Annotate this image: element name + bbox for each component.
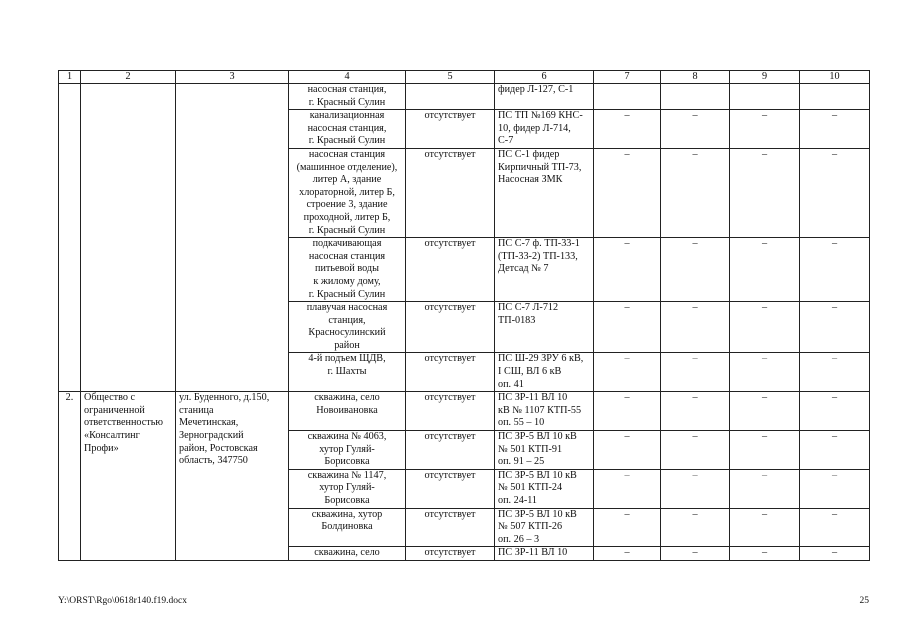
dash-cell: – <box>800 302 870 353</box>
power-source-cell: ПС ЗР-11 ВЛ 10 кВ № 1107 КТП-55 оп. 55 – 10 <box>495 392 594 431</box>
header-cell: 3 <box>176 71 289 84</box>
dash-cell: – <box>730 508 800 547</box>
status-cell: отсутствует <box>406 148 495 237</box>
dash-cell: – <box>800 110 870 149</box>
status-cell: отсутствует <box>406 302 495 353</box>
organisation-name-cell: Общество с ограниченной ответственностью «Консалтинг Профи» <box>81 392 176 561</box>
object-cell: насосная станция (машинное отделение), литер А, здание хлораторной, литер Б, строение 3, здание проходной, литер Б, г. Красный Сулин <box>289 148 406 237</box>
object-cell: канализационная насосная станция, г. Красный Сулин <box>289 110 406 149</box>
dash-cell: – <box>800 148 870 237</box>
table-row <box>59 84 870 110</box>
dash-cell: – <box>594 238 661 302</box>
status-cell <box>406 84 495 110</box>
header-cell: 1 <box>59 71 81 84</box>
dash-cell: – <box>730 547 800 561</box>
object-cell: скважина, село Новоивановка <box>289 392 406 431</box>
row-number-cell <box>59 84 81 392</box>
dash-cell: – <box>800 392 870 431</box>
dash-cell: – <box>800 353 870 392</box>
dash-cell: – <box>730 392 800 431</box>
power-source-cell: ПС ЗР-5 ВЛ 10 кВ № 501 КТП-91 оп. 91 – 25 <box>495 431 594 470</box>
status-cell: отсутствует <box>406 431 495 470</box>
table-row <box>59 392 870 431</box>
dash-cell: – <box>661 508 730 547</box>
dash-cell: – <box>800 431 870 470</box>
power-source-cell: ПС С-1 фидер Кирпичный ТП-73, Насосная ЗМК <box>495 148 594 237</box>
dash-cell: – <box>594 302 661 353</box>
object-cell: скважина, хутор Болдиновка <box>289 508 406 547</box>
dash-cell: – <box>661 110 730 149</box>
power-source-cell: ПС С-7 Л-712 ТП-0183 <box>495 302 594 353</box>
status-cell: отсутствует <box>406 547 495 561</box>
dash-cell: – <box>594 508 661 547</box>
document-table <box>58 70 870 561</box>
dash-cell: – <box>661 392 730 431</box>
object-cell: подкачивающая насосная станция питьевой воды к жилому дому, г. Красный Сулин <box>289 238 406 302</box>
dash-cell: – <box>594 547 661 561</box>
object-cell: насосная станция, г. Красный Сулин <box>289 84 406 110</box>
power-source-cell: фидер Л-127, С-1 <box>495 84 594 110</box>
power-source-cell: ПС С-7 ф. ТП-33-1 (ТП-33-2) ТП-133, Детсад № 7 <box>495 238 594 302</box>
dash-cell: – <box>730 238 800 302</box>
dash-cell: – <box>594 469 661 508</box>
organisation-address-cell: ул. Буденного, д.150, станица Мечетинская, Зерноградский район, Ростовская область, 347750 <box>176 392 289 561</box>
dash-cell <box>730 84 800 110</box>
dash-cell: – <box>800 469 870 508</box>
header-cell: 5 <box>406 71 495 84</box>
dash-cell <box>661 84 730 110</box>
row-number-cell: 2. <box>59 392 81 561</box>
status-cell: отсутствует <box>406 238 495 302</box>
dash-cell: – <box>730 353 800 392</box>
organisation-address-cell <box>176 84 289 392</box>
status-cell: отсутствует <box>406 469 495 508</box>
object-cell: 4-й подъем ЩДВ, г. Шахты <box>289 353 406 392</box>
dash-cell: – <box>800 238 870 302</box>
dash-cell: – <box>661 148 730 237</box>
dash-cell <box>594 84 661 110</box>
header-row <box>59 71 870 84</box>
status-cell: отсутствует <box>406 392 495 431</box>
status-cell: отсутствует <box>406 353 495 392</box>
object-cell: плавучая насосная станция, Красносулинский район <box>289 302 406 353</box>
power-source-cell: ПС Ш-29 ЗРУ 6 кВ, I СШ, ВЛ 6 кВ оп. 41 <box>495 353 594 392</box>
header-cell: 9 <box>730 71 800 84</box>
dash-cell: – <box>661 547 730 561</box>
status-cell: отсутствует <box>406 508 495 547</box>
header-cell: 10 <box>800 71 870 84</box>
dash-cell <box>800 84 870 110</box>
power-source-cell: ПС ЗР-5 ВЛ 10 кВ № 507 КТП-26 оп. 26 – 3 <box>495 508 594 547</box>
dash-cell: – <box>594 110 661 149</box>
dash-cell: – <box>800 547 870 561</box>
dash-cell: – <box>661 469 730 508</box>
object-cell: скважина, село <box>289 547 406 561</box>
header-cell: 7 <box>594 71 661 84</box>
dash-cell: – <box>661 238 730 302</box>
dash-cell: – <box>594 353 661 392</box>
dash-cell: – <box>594 148 661 237</box>
footer-page-number: 25 <box>859 596 869 606</box>
power-source-cell: ПС ЗР-11 ВЛ 10 <box>495 547 594 561</box>
dash-cell: – <box>661 302 730 353</box>
dash-cell: – <box>730 110 800 149</box>
power-source-cell: ПС ЗР-5 ВЛ 10 кВ № 501 КТП-24 оп. 24-11 <box>495 469 594 508</box>
header-cell: 2 <box>81 71 176 84</box>
dash-cell: – <box>800 508 870 547</box>
organisation-name-cell <box>81 84 176 392</box>
dash-cell: – <box>730 148 800 237</box>
dash-cell: – <box>661 431 730 470</box>
object-cell: скважина № 1147, хутор Гуляй- Борисовка <box>289 469 406 508</box>
dash-cell: – <box>594 431 661 470</box>
dash-cell: – <box>730 302 800 353</box>
object-cell: скважина № 4063, хутор Гуляй- Борисовка <box>289 431 406 470</box>
dash-cell: – <box>594 392 661 431</box>
power-source-cell: ПС ТП №169 КНС- 10, фидер Л-714, С-7 <box>495 110 594 149</box>
dash-cell: – <box>661 353 730 392</box>
footer-file-path: Y:\ORST\Rgo\0618r140.f19.docx <box>58 596 187 606</box>
header-cell: 6 <box>495 71 594 84</box>
dash-cell: – <box>730 469 800 508</box>
header-cell: 4 <box>289 71 406 84</box>
header-cell: 8 <box>661 71 730 84</box>
dash-cell: – <box>730 431 800 470</box>
status-cell: отсутствует <box>406 110 495 149</box>
